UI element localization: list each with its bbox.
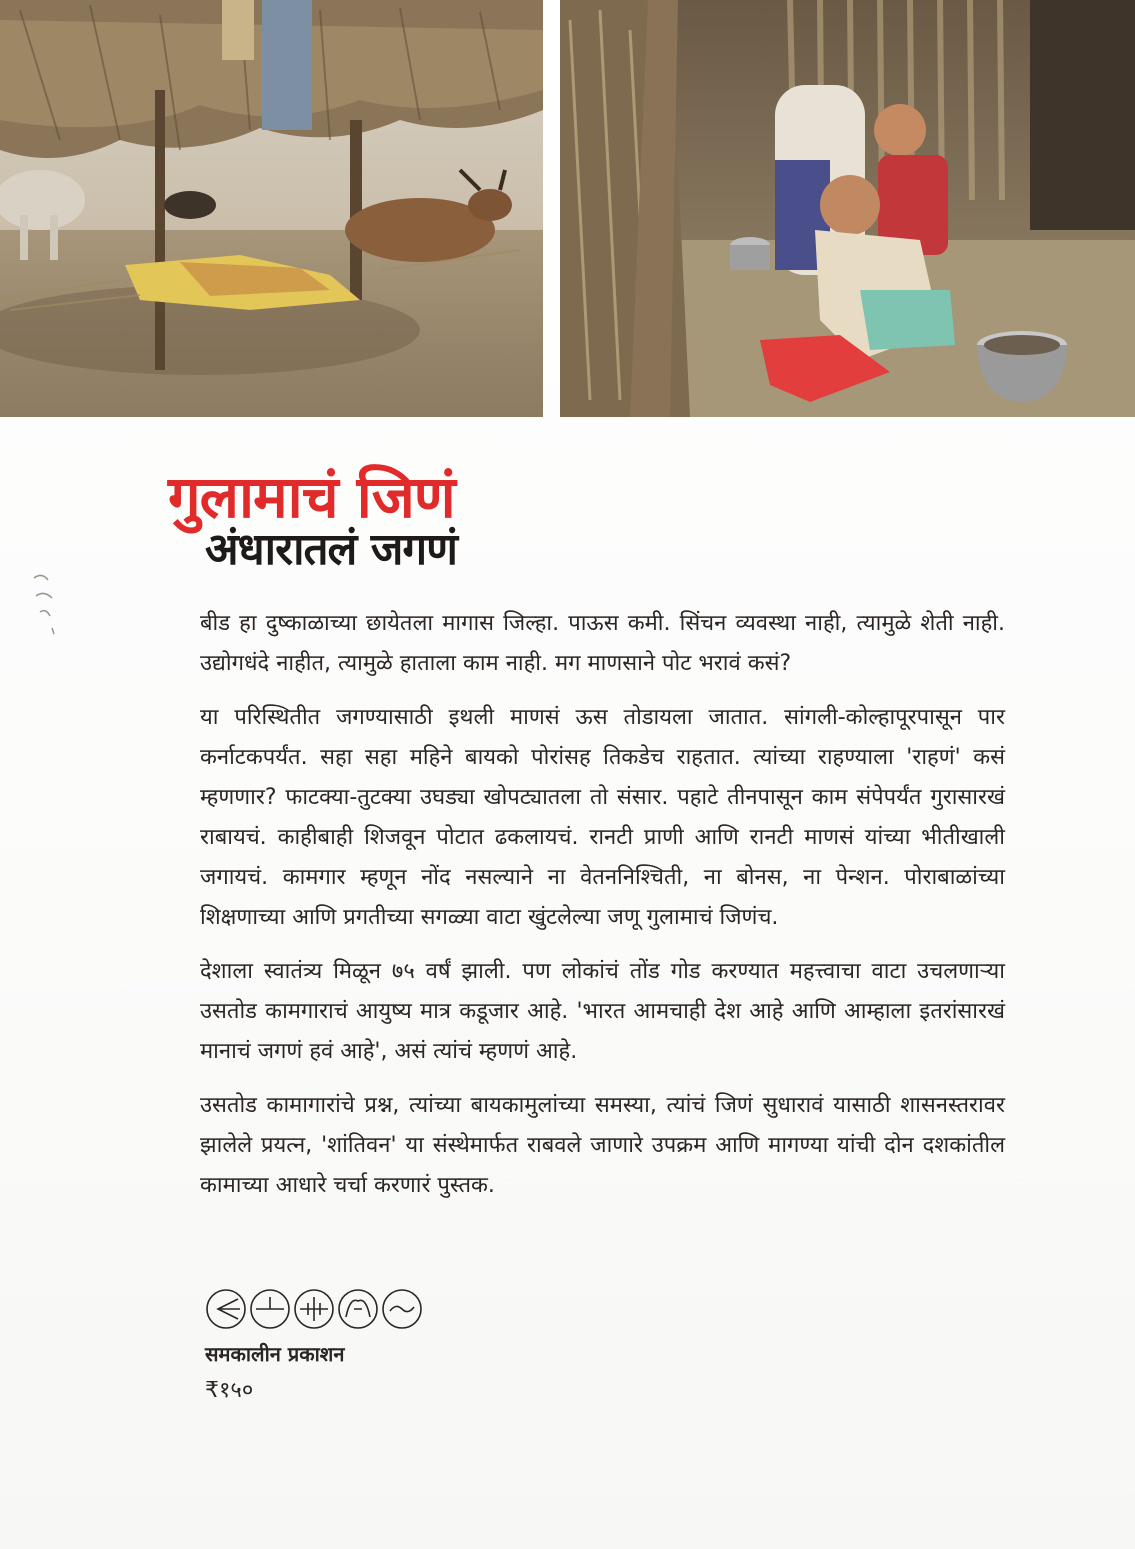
publisher-logo-icon <box>204 1287 434 1331</box>
shelter-with-cattle-photo <box>0 0 543 417</box>
paragraph-4: उसतोड कामागारांचे प्रश्न, त्यांच्या बायकामुलांच्या समस्या, त्यांचं जिणं सुधारावं यासाठी शासनस्तरावर झालेले प्रयत्न, 'शांतिवन' या संस्थेमार्फत राबवले जाणारे उपक्रम आणि मागण्या यांची दोन दशकांतील कामाच्या आधारे चर्चा करणारं पुस्तक. <box>200 1093 1005 1198</box>
paragraph-2: या परिस्थितीत जगण्यासाठी इथली माणसं ऊस तोडायला जातात. सांगली-कोल्हापूरपासून पार कर्नाटकपर्यंत. सहा सहा महिने बायको पोरांसह तिकडेच राहतात. त्यांच्या राहण्याला 'राहणं' कसं म्हणणार? फाटक्या-तुटक्या उघड्या खोपट्यातला तो संसार. पहाटे तीनपासून काम संपेपर्यंत गुरासारखं राबायचं. काहीबाही शिजवून पोटात ढकलायचं. रानटी प्राणी आणि रानटी माणसं यांच्या भीतीखाली जगायचं. कामगार म्हणून नोंद नसल्याने ना वेतननिश्चिती, ना बोनस, ना पेन्शन. पोराबाळांच्या शिक्षणाच्या आणि प्रगतीच्या सगळ्या वाटा खुंटलेल्या जणू गुलामाचं जिणंच. <box>200 705 1005 930</box>
price-label: ₹१५० <box>205 1378 254 1403</box>
book-title: गुलामाचं जिणं <box>168 463 455 531</box>
margin-scribble-icon <box>30 568 62 640</box>
blurb-text <box>200 604 1005 1220</box>
book-subtitle: अंधारातलं जगणं <box>205 524 457 575</box>
paragraph-3: देशाला स्वातंत्र्य मिळून ७५ वर्षं झाली. पण लोकांचं तोंड गोड करण्यात महत्त्वाचा वाटा उचलणाऱ्या उसतोड कामगाराचं आयुष्य मात्र कडूजार आहे. 'भारत आमचाही देश आहे आणि आम्हाला इतरांसारखं मानाचं जगणं हवं आहे', असं त्यांचं म्हणणं आहे. <box>200 959 1005 1064</box>
publisher-name: समकालीन प्रकाशन <box>205 1342 345 1366</box>
children-in-hut-photo <box>560 0 1135 417</box>
paragraph-1: बीड हा दुष्काळाच्या छायेतला मागास जिल्हा. पाऊस कमी. सिंचन व्यवस्था नाही, त्यामुळे शेती नाही. उद्योगधंदे नाहीत, त्यामुळे हाताला काम नाही. मग माणसाने पोट भरावं कसं? <box>200 611 1005 676</box>
